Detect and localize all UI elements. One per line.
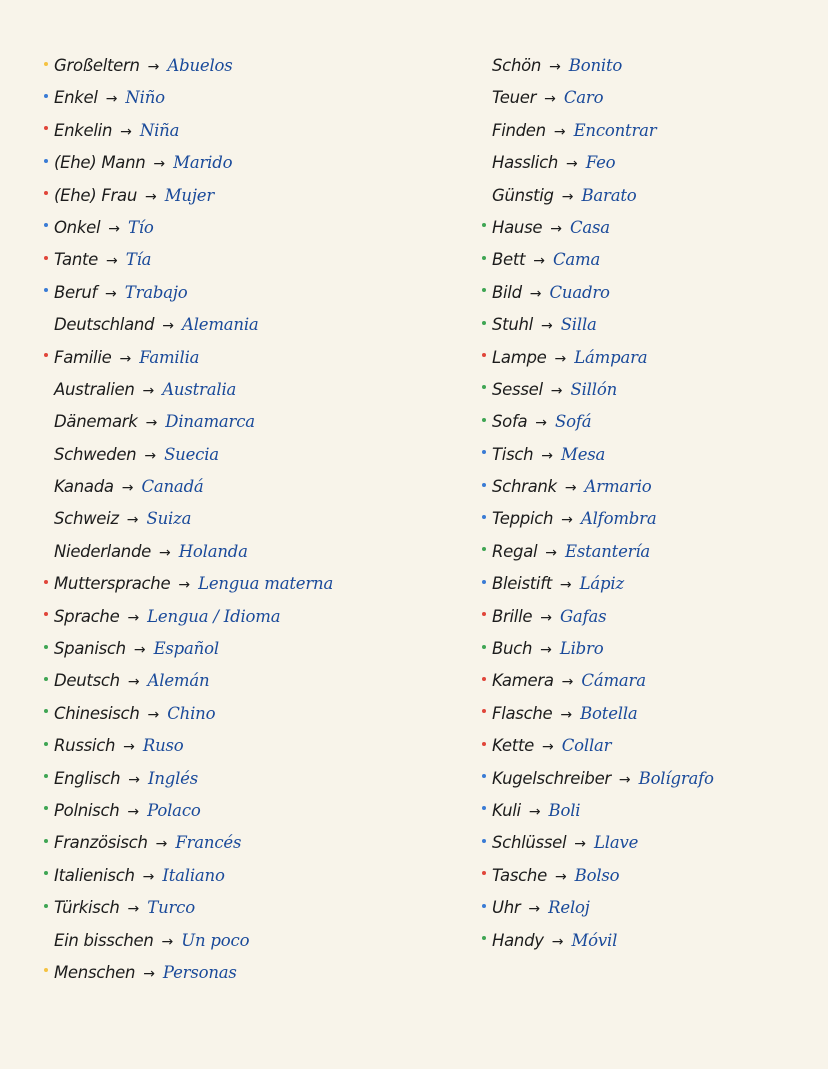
arrow-icon: → <box>551 933 564 950</box>
bullet-dot-icon <box>44 742 48 746</box>
german-word: Hasslich <box>492 153 559 173</box>
german-word: Kanada <box>54 477 114 497</box>
arrow-icon: → <box>528 901 541 918</box>
arrow-icon: → <box>145 415 158 432</box>
bullet-dot-icon <box>44 645 48 649</box>
vocab-entry <box>482 730 822 762</box>
vocab-entry <box>44 957 424 989</box>
german-word: Günstig <box>492 185 554 205</box>
spanish-word: Móvil <box>571 930 618 950</box>
german-word: Bett <box>492 250 526 270</box>
german-word: Dänemark <box>54 412 138 432</box>
vocab-entry <box>482 925 822 957</box>
spanish-word: Suiza <box>146 509 192 529</box>
vocab-entry <box>44 925 424 957</box>
spanish-word: Bonito <box>568 56 623 75</box>
spanish-word: Mesa <box>561 444 606 464</box>
vocab-entry <box>44 665 424 697</box>
spanish-word: Mujer <box>164 185 215 205</box>
arrow-icon: → <box>105 91 118 108</box>
spanish-word: Australia <box>162 379 237 399</box>
vocab-entry <box>482 536 822 568</box>
german-word: Polnisch <box>54 800 120 820</box>
arrow-icon: → <box>528 803 541 820</box>
spanish-word: Lápiz <box>579 574 624 594</box>
vocab-entry <box>482 892 822 924</box>
bullet-dot-icon <box>482 612 486 616</box>
bullet-dot-icon <box>482 191 486 195</box>
bullet-dot-icon <box>44 223 48 227</box>
arrow-icon: → <box>105 285 117 302</box>
vocab-entry <box>44 763 424 795</box>
spanish-word: Cuadro <box>549 282 610 302</box>
arrow-icon: → <box>143 965 155 982</box>
vocab-entry <box>482 601 822 633</box>
spanish-word: Sillón <box>570 379 617 399</box>
spanish-word: Feo <box>585 153 616 173</box>
german-word: Tante <box>54 250 99 270</box>
vocab-entry <box>44 342 424 374</box>
arrow-icon: → <box>529 285 542 302</box>
spanish-word: Encontrar <box>573 120 657 140</box>
arrow-icon: → <box>549 59 561 75</box>
bullet-dot-icon <box>482 223 486 227</box>
spanish-word: Alemán <box>147 671 210 691</box>
vocab-entry <box>482 244 822 276</box>
spanish-word: Libro <box>559 639 604 659</box>
german-word: Enkel <box>54 88 98 108</box>
vocab-entry <box>482 471 822 503</box>
german-word: Deutsch <box>54 671 120 691</box>
vocab-entry <box>44 601 424 633</box>
german-word: Kuli <box>492 800 521 820</box>
vocab-entry <box>44 698 424 730</box>
vocab-entry <box>44 82 424 114</box>
spanish-word: Lámpara <box>574 347 648 367</box>
arrow-icon: → <box>127 803 140 820</box>
german-word: Teppich <box>492 509 554 529</box>
vocab-entry <box>482 147 822 179</box>
arrow-icon: → <box>106 253 118 270</box>
vocab-entry <box>44 406 424 438</box>
german-word: Türkisch <box>54 898 120 918</box>
arrow-icon: → <box>119 350 132 367</box>
spanish-word: Canadá <box>141 477 204 497</box>
spanish-word: Personas <box>162 962 237 982</box>
bullet-dot-icon <box>44 612 48 616</box>
vocab-entry <box>44 180 424 212</box>
german-word: Großeltern <box>54 56 140 75</box>
vocab-entry <box>482 82 822 114</box>
bullet-dot-icon <box>482 418 486 422</box>
left-vocab-column <box>44 50 424 989</box>
german-word: Schön <box>492 56 542 75</box>
bullet-dot-icon <box>482 904 486 908</box>
right-vocab-column <box>482 50 822 957</box>
spanish-word: Turco <box>147 898 195 918</box>
spanish-word: Niño <box>125 88 165 108</box>
arrow-icon: → <box>559 577 572 594</box>
bullet-dot-icon <box>44 904 48 908</box>
german-word: Tasche <box>492 865 547 885</box>
german-word: Deutschland <box>54 315 155 335</box>
german-word: (Ehe) Mann <box>54 153 146 173</box>
vocab-entry <box>482 503 822 535</box>
arrow-icon: → <box>574 836 587 853</box>
german-word: Niederlande <box>54 541 151 561</box>
spanish-word: Lengua / Idioma <box>147 606 281 626</box>
bullet-dot-icon <box>482 936 486 940</box>
vocab-entry <box>482 827 822 859</box>
spanish-word: Caro <box>563 88 604 108</box>
spanish-word: Chino <box>167 703 216 723</box>
bullet-dot-icon <box>482 871 486 875</box>
spanish-word: Reloj <box>548 898 590 918</box>
spanish-word: Cámara <box>581 671 646 691</box>
arrow-icon: → <box>561 188 574 205</box>
german-word: (Ehe) Frau <box>54 185 137 205</box>
vocab-entry <box>482 698 822 730</box>
arrow-icon: → <box>544 91 556 108</box>
spanish-word: Inglés <box>148 768 199 788</box>
german-word: Schrank <box>492 477 557 497</box>
vocab-entry <box>482 180 822 212</box>
bullet-dot-icon <box>482 353 486 357</box>
vocab-entry <box>44 309 424 341</box>
vocab-entry <box>44 730 424 762</box>
bullet-dot-icon <box>482 62 486 66</box>
arrow-icon: → <box>108 220 120 237</box>
spanish-word: Armario <box>584 477 652 497</box>
bullet-dot-icon <box>482 159 486 163</box>
spanish-word: Boli <box>548 800 581 820</box>
arrow-icon: → <box>533 253 545 270</box>
bullet-dot-icon <box>482 806 486 810</box>
spanish-word: Francés <box>175 833 242 853</box>
vocab-entry <box>482 860 822 892</box>
arrow-icon: → <box>566 156 578 173</box>
german-word: Bild <box>492 282 522 302</box>
bullet-dot-icon <box>482 774 486 778</box>
bullet-dot-icon <box>482 321 486 325</box>
bullet-dot-icon <box>44 385 48 389</box>
arrow-icon: → <box>540 642 552 659</box>
vocab-entry <box>44 115 424 147</box>
vocab-entry <box>482 342 822 374</box>
arrow-icon: → <box>550 382 563 399</box>
spanish-word: Casa <box>569 217 610 237</box>
arrow-icon: → <box>153 156 166 173</box>
arrow-icon: → <box>127 674 140 691</box>
arrow-icon: → <box>127 901 140 918</box>
bullet-dot-icon <box>44 256 48 260</box>
spanish-word: Alemania <box>181 315 259 335</box>
bullet-dot-icon <box>482 288 486 292</box>
bullet-dot-icon <box>44 418 48 422</box>
bullet-dot-icon <box>44 547 48 551</box>
spanish-word: Gafas <box>559 606 607 626</box>
spanish-word: Botella <box>580 703 638 723</box>
arrow-icon: → <box>158 544 171 561</box>
vocab-entry <box>482 115 822 147</box>
german-word: Flasche <box>492 703 553 723</box>
vocab-entry <box>482 439 822 471</box>
german-word: Schweiz <box>54 509 119 529</box>
german-word: Sofa <box>492 412 528 432</box>
arrow-icon: → <box>162 318 174 335</box>
arrow-icon: → <box>123 739 135 756</box>
vocab-entry <box>44 244 424 276</box>
vocab-entry <box>482 374 822 406</box>
arrow-icon: → <box>161 933 174 950</box>
vocab-entry <box>482 568 822 600</box>
bullet-dot-icon <box>44 126 48 130</box>
arrow-icon: → <box>554 350 567 367</box>
bullet-dot-icon <box>44 806 48 810</box>
bullet-dot-icon <box>44 871 48 875</box>
bullet-dot-icon <box>482 515 486 519</box>
bullet-dot-icon <box>44 191 48 195</box>
spanish-word: Tía <box>125 250 152 270</box>
arrow-icon: → <box>541 739 554 756</box>
bullet-dot-icon <box>44 450 48 454</box>
german-word: Chinesisch <box>54 703 140 723</box>
german-word: Lampe <box>492 347 547 367</box>
spanish-word: Marido <box>173 153 233 173</box>
spanish-word: Cama <box>552 250 601 270</box>
bullet-dot-icon <box>482 256 486 260</box>
arrow-icon: → <box>133 642 146 659</box>
spanish-word: Ruso <box>142 736 184 756</box>
vocab-entry <box>44 536 424 568</box>
bullet-dot-icon <box>44 936 48 940</box>
vocab-entry <box>44 439 424 471</box>
german-word: Italienisch <box>54 865 135 885</box>
spanish-word: Italiano <box>162 865 225 885</box>
arrow-icon: → <box>145 188 157 205</box>
bullet-dot-icon <box>482 94 486 98</box>
bullet-dot-icon <box>482 547 486 551</box>
vocab-entry <box>44 50 424 82</box>
vocab-entry <box>482 665 822 697</box>
bullet-dot-icon <box>44 677 48 681</box>
vocab-entry <box>482 277 822 309</box>
german-word: Kugelschreiber <box>492 768 611 788</box>
bullet-dot-icon <box>482 385 486 389</box>
bullet-dot-icon <box>44 62 48 66</box>
vocab-entry <box>482 795 822 827</box>
spanish-word: Lengua materna <box>198 574 334 594</box>
german-word: Schlüssel <box>492 833 567 853</box>
german-word: Handy <box>492 930 544 950</box>
arrow-icon: → <box>147 59 160 75</box>
german-word: Muttersprache <box>54 574 171 594</box>
arrow-icon: → <box>155 836 168 853</box>
spanish-word: Niña <box>139 120 180 140</box>
arrow-icon: → <box>126 512 139 529</box>
arrow-icon: → <box>121 480 134 497</box>
german-word: Sessel <box>492 379 543 399</box>
vocab-entry <box>44 568 424 600</box>
vocab-entry <box>44 827 424 859</box>
german-word: Enkelin <box>54 120 113 140</box>
spanish-word: Collar <box>561 736 612 756</box>
spanish-word: Un poco <box>181 930 250 950</box>
arrow-icon: → <box>618 771 631 788</box>
spanish-word: Llave <box>594 833 639 853</box>
spanish-word: Tío <box>127 217 154 237</box>
spanish-word: Polaco <box>147 800 201 820</box>
arrow-icon: → <box>142 868 155 885</box>
bullet-dot-icon <box>44 774 48 778</box>
german-word: Kamera <box>492 671 554 691</box>
arrow-icon: → <box>561 512 573 529</box>
vocab-entry <box>482 633 822 665</box>
vocab-entry <box>482 763 822 795</box>
spanish-word: Suecia <box>164 444 219 464</box>
german-word: Stuhl <box>492 315 533 335</box>
german-word: Regal <box>492 541 538 561</box>
german-word: Bleistift <box>492 574 552 594</box>
vocab-entry <box>44 860 424 892</box>
german-word: Brille <box>492 606 533 626</box>
german-word: Onkel <box>54 217 101 237</box>
vocab-entry <box>44 471 424 503</box>
bullet-dot-icon <box>482 839 486 843</box>
vocab-entry <box>44 795 424 827</box>
german-word: Finden <box>492 120 546 140</box>
arrow-icon: → <box>120 123 132 140</box>
bullet-dot-icon <box>44 968 48 972</box>
german-word: Ein bisschen <box>54 930 154 950</box>
german-word: Englisch <box>54 768 121 788</box>
spanish-word: Dinamarca <box>165 412 255 432</box>
german-word: Menschen <box>54 962 136 982</box>
arrow-icon: → <box>535 415 548 432</box>
vocab-entry <box>482 309 822 341</box>
arrow-icon: → <box>127 609 140 626</box>
bullet-dot-icon <box>482 126 486 130</box>
bullet-dot-icon <box>482 483 486 487</box>
german-word: Familie <box>54 347 112 367</box>
bullet-dot-icon <box>44 515 48 519</box>
bullet-dot-icon <box>44 321 48 325</box>
bullet-dot-icon <box>44 580 48 584</box>
spanish-word: Español <box>153 639 219 659</box>
bullet-dot-icon <box>482 645 486 649</box>
arrow-icon: → <box>541 447 554 464</box>
vocab-entry <box>44 147 424 179</box>
arrow-icon: → <box>540 318 553 335</box>
vocab-entry <box>44 374 424 406</box>
spanish-word: Silla <box>560 315 597 335</box>
vocab-entry <box>44 212 424 244</box>
vocab-entry <box>482 212 822 244</box>
bullet-dot-icon <box>44 288 48 292</box>
arrow-icon: → <box>147 706 160 723</box>
spanish-word: Bolígrafo <box>638 768 714 788</box>
bullet-dot-icon <box>482 450 486 454</box>
vocab-entry <box>44 892 424 924</box>
german-word: Uhr <box>492 898 521 918</box>
bullet-dot-icon <box>44 94 48 98</box>
spanish-word: Bolso <box>574 865 620 885</box>
vocab-entry <box>482 406 822 438</box>
arrow-icon: → <box>540 609 552 626</box>
vocab-entry <box>44 633 424 665</box>
arrow-icon: → <box>561 674 574 691</box>
bullet-dot-icon <box>482 677 486 681</box>
bullet-dot-icon <box>482 580 486 584</box>
arrow-icon: → <box>553 123 566 140</box>
german-word: Sprache <box>54 606 120 626</box>
spanish-word: Barato <box>581 185 637 205</box>
arrow-icon: → <box>178 577 191 594</box>
spanish-word: Alfombra <box>580 509 657 529</box>
arrow-icon: → <box>144 447 157 464</box>
arrow-icon: → <box>550 220 562 237</box>
arrow-icon: → <box>554 868 567 885</box>
bullet-dot-icon <box>482 709 486 713</box>
spanish-word: Abuelos <box>167 56 233 75</box>
bullet-dot-icon <box>44 709 48 713</box>
german-word: Französisch <box>54 833 148 853</box>
german-word: Beruf <box>54 282 98 302</box>
german-word: Schweden <box>54 444 137 464</box>
arrow-icon: → <box>142 382 155 399</box>
spanish-word: Trabajo <box>124 282 188 302</box>
bullet-dot-icon <box>44 483 48 487</box>
spanish-word: Holanda <box>178 541 248 561</box>
spanish-word: Estantería <box>565 541 651 561</box>
german-word: Kette <box>492 736 534 756</box>
vocab-entry <box>482 50 822 82</box>
german-word: Hause <box>492 217 543 237</box>
arrow-icon: → <box>128 771 140 788</box>
spanish-word: Familia <box>139 347 200 367</box>
bullet-dot-icon <box>44 159 48 163</box>
spanish-word: Sofá <box>555 412 592 432</box>
arrow-icon: → <box>564 480 577 497</box>
german-word: Spanisch <box>54 639 126 659</box>
german-word: Australien <box>54 379 135 399</box>
bullet-dot-icon <box>482 742 486 746</box>
arrow-icon: → <box>545 544 558 561</box>
german-word: Tisch <box>492 444 534 464</box>
german-word: Russich <box>54 736 116 756</box>
german-word: Teuer <box>492 88 537 108</box>
german-word: Buch <box>492 639 533 659</box>
vocab-entry <box>44 277 424 309</box>
bullet-dot-icon <box>44 839 48 843</box>
vocab-entry <box>44 503 424 535</box>
bullet-dot-icon <box>44 353 48 357</box>
arrow-icon: → <box>560 706 573 723</box>
